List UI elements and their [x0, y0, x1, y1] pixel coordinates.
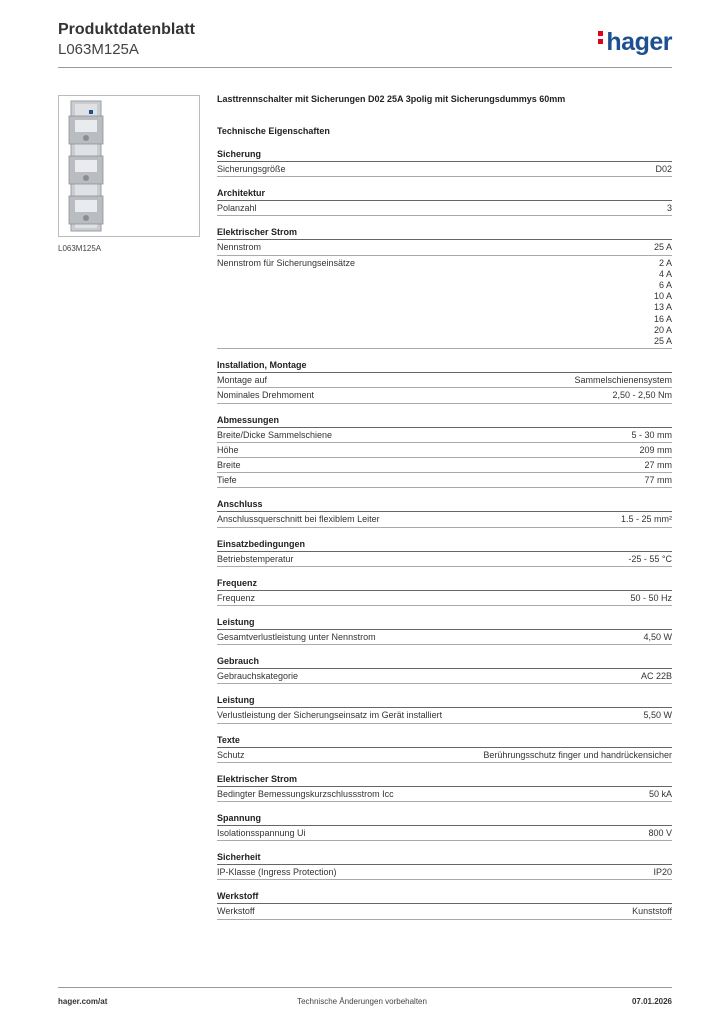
footer-divider: [58, 987, 672, 988]
spec-value-line: 2,50 - 2,50 Nm: [612, 390, 672, 401]
spec-value-line: -25 - 55 °C: [628, 553, 672, 564]
product-title: Lasttrennschalter mit Sicherungen D02 25A 3polig mit Sicherungsdummys 60mm: [217, 94, 566, 104]
spec-value: [653, 867, 672, 878]
spec-value-line: 25 A: [653, 336, 672, 347]
section-heading: Texte: [217, 734, 672, 748]
section-heading: Leistung: [217, 616, 672, 630]
spec-value: [654, 258, 672, 348]
section-heading: Leistung: [217, 694, 672, 708]
spec-value: [643, 632, 672, 643]
spec-row: [217, 630, 672, 645]
tech-properties-title: Technische Eigenschaften: [217, 126, 330, 136]
spec-value-line: 209 mm: [639, 444, 672, 455]
spec-section: [217, 187, 672, 216]
spec-value-line: 2 A: [658, 257, 672, 268]
spec-section: [217, 498, 672, 527]
spec-value-line: 50 - 50 Hz: [630, 592, 672, 603]
spec-value-line: 25 A: [653, 242, 672, 253]
spec-value-line: 16 A: [653, 313, 672, 324]
section-heading: Architektur: [217, 187, 672, 201]
spec-label: Gebrauchskategorie: [217, 671, 299, 682]
spec-section: [217, 148, 672, 177]
spec-row: [217, 256, 672, 350]
spec-label: Montage auf: [217, 375, 268, 386]
spec-row: [217, 458, 672, 473]
spec-value: [644, 475, 672, 486]
spec-value-line: Sammelschienensystem: [574, 375, 672, 386]
footer-date: 07.01.2026: [631, 997, 672, 1006]
logo-dots-icon: [598, 28, 603, 47]
spec-value: [644, 460, 672, 471]
spec-label: Breite/Dicke Sammelschiene: [217, 429, 333, 440]
spec-section: [217, 734, 672, 763]
logo-text: hager: [606, 28, 672, 56]
spec-value: [630, 593, 672, 604]
hager-logo: [598, 28, 672, 57]
section-heading: Gebrauch: [217, 655, 672, 669]
spec-label: Nominales Drehmoment: [217, 390, 315, 401]
spec-value: [574, 375, 672, 386]
spec-value-line: 77 mm: [644, 475, 672, 486]
spec-value: [628, 554, 672, 565]
spec-label: Polanzahl: [217, 203, 257, 214]
spec-label: Sicherungsgröße: [217, 164, 286, 174]
product-image: [58, 95, 200, 237]
spec-value-line: D02: [655, 164, 672, 174]
spec-section: [217, 538, 672, 567]
spec-row: [217, 512, 672, 527]
section-heading: Werkstoff: [217, 890, 672, 904]
spec-row: [217, 669, 672, 684]
spec-section: [217, 577, 672, 606]
spec-value: [612, 390, 672, 401]
spec-label: Werkstoff: [217, 906, 255, 917]
spec-section: [217, 414, 672, 489]
spec-row: [217, 708, 672, 723]
spec-label: IP-Klasse (Ingress Protection): [217, 867, 337, 878]
spec-value-line: 3: [666, 203, 672, 214]
spec-value: [632, 906, 672, 917]
spec-value: [643, 710, 672, 721]
spec-value-line: AC 22B: [640, 671, 672, 682]
spec-value-line: 20 A: [653, 324, 672, 335]
section-heading: Installation, Montage: [217, 359, 672, 373]
spec-label: Breite: [217, 460, 241, 471]
section-heading: Spannung: [217, 812, 672, 826]
spec-label: Anschlussquerschnitt bei flexiblem Leiter: [217, 514, 380, 525]
spec-row: [217, 240, 672, 255]
spec-section: [217, 616, 672, 645]
spec-label: Höhe: [217, 444, 239, 455]
spec-row: [217, 373, 672, 388]
spec-row: [217, 591, 672, 606]
spec-value-line: 6 A: [658, 280, 672, 291]
spec-value-line: 13 A: [653, 302, 672, 313]
spec-row: [217, 201, 672, 216]
spec-value-line: 4,50 W: [643, 632, 672, 643]
spec-section: [217, 890, 672, 919]
spec-section: [217, 655, 672, 684]
spec-label: Nennstrom für Sicherungseinsätze: [217, 257, 356, 268]
spec-sections: [217, 148, 672, 920]
spec-value: [641, 671, 672, 682]
section-heading: Frequenz: [217, 577, 672, 591]
image-caption: L063M125A: [58, 244, 102, 253]
spec-section: [217, 812, 672, 841]
article-number: L063M125A: [58, 41, 139, 58]
spec-label: Isolationsspannung Ui: [217, 828, 306, 839]
spec-value-line: 4 A: [658, 268, 672, 279]
spec-value: [648, 828, 672, 839]
spec-row: [217, 388, 672, 403]
spec-value-line: 5 - 30 mm: [631, 429, 672, 440]
spec-label: Betriebstemperatur: [217, 553, 294, 564]
spec-value: [621, 514, 672, 525]
section-heading: Elektrischer Strom: [217, 773, 672, 787]
spec-value-line: 1.5 - 25 mm²: [620, 514, 672, 525]
spec-value: [654, 242, 672, 253]
spec-label: Frequenz: [217, 592, 256, 603]
header-divider: [58, 67, 672, 68]
spec-content: [217, 94, 672, 930]
spec-row: [217, 443, 672, 458]
spec-section: [217, 851, 672, 880]
spec-value-line: 800 V: [648, 828, 672, 839]
spec-label: Gesamtverlustleistung unter Nennstrom: [217, 632, 376, 643]
spec-value: [649, 789, 672, 800]
document-header: [58, 20, 195, 60]
spec-value-line: 5,50 W: [643, 710, 672, 721]
spec-row: [217, 904, 672, 919]
spec-value-line: Kunststoff: [632, 906, 672, 917]
spec-row: [217, 552, 672, 567]
spec-value: [667, 203, 672, 214]
section-heading: Elektrischer Strom: [217, 226, 672, 240]
spec-row: [217, 865, 672, 880]
section-heading: Anschluss: [217, 498, 672, 512]
spec-value-line: IP20: [653, 867, 672, 878]
spec-row: [217, 826, 672, 841]
section-heading: Sicherheit: [217, 851, 672, 865]
spec-value-line: Berührungsschutz finger und handrückensicher: [483, 749, 672, 760]
spec-label: Bedingter Bemessungskurzschlussstrom Icc: [217, 788, 394, 799]
section-heading: Einsatzbedingungen: [217, 538, 672, 552]
product-illustration-icon: [59, 96, 199, 236]
spec-row: [217, 162, 672, 177]
spec-value-line: 50 kA: [648, 788, 672, 799]
spec-row: [217, 748, 672, 763]
spec-label: Schutz: [217, 749, 245, 760]
spec-value: [639, 445, 672, 456]
spec-label: Nennstrom: [217, 242, 262, 253]
spec-value: [631, 430, 672, 441]
spec-row: [217, 428, 672, 443]
section-heading: Abmessungen: [217, 414, 672, 428]
section-heading: Sicherung: [217, 148, 672, 162]
spec-row: [217, 787, 672, 802]
spec-label: Tiefe: [217, 475, 237, 486]
spec-section: [217, 773, 672, 802]
spec-value: [483, 750, 672, 761]
spec-section: [217, 226, 672, 349]
footer-website: hager.com/at: [58, 997, 108, 1006]
document-title: Produktdatenblatt: [58, 21, 195, 38]
spec-label: Verlustleistung der Sicherungseinsatz im Gerät installiert: [217, 710, 443, 721]
footer-note: Technische Änderungen vorbehalten: [297, 997, 427, 1006]
spec-section: [217, 359, 672, 403]
spec-value: [655, 164, 672, 175]
spec-value-line: 10 A: [653, 291, 672, 302]
spec-section: [217, 694, 672, 723]
spec-row: [217, 473, 672, 488]
spec-value-line: 27 mm: [644, 460, 672, 471]
